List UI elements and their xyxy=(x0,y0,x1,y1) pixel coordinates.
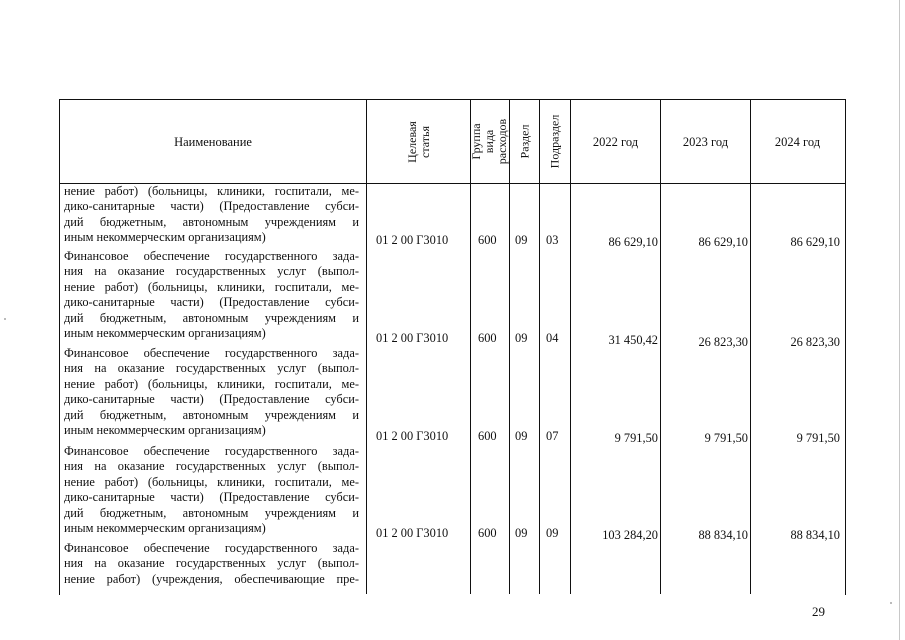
row-value-2023: 9 791,50 xyxy=(704,431,748,445)
scan-artifact xyxy=(4,318,6,320)
row-value-2023: 86 629,10 xyxy=(698,235,748,249)
table-row-name: Финансовое обеспечение государственного зада- ния на оказание государственных услуг (выпол- нение работ) (учреждения, обеспечивающие пре- xyxy=(64,541,359,586)
header-2023: 2023 год xyxy=(682,134,729,149)
header-subsection: Подраздел xyxy=(547,114,562,169)
page-number: 29 xyxy=(812,604,825,619)
header-2024: 2024 год xyxy=(774,134,821,149)
table-row-name: нение работ) (больницы, клиники, госпитали, ме- дико-санитарные части) (Предоставление субси- дий бюджетным, автономным учреждениям и иным некоммерческим организациям) xyxy=(64,184,359,245)
row-group: 600 xyxy=(478,526,497,540)
row-code: 01 2 00 Г3010 xyxy=(376,233,449,247)
header-expense-group: Группа вида расходов xyxy=(469,118,510,165)
row-value-2024: 88 834,10 xyxy=(790,528,840,542)
row-subsection: 09 xyxy=(546,526,559,540)
row-group: 600 xyxy=(478,429,497,443)
row-value-2023: 88 834,10 xyxy=(698,528,748,542)
row-value-2024: 26 823,30 xyxy=(790,335,840,349)
header-target-article: Целевая статья xyxy=(404,120,432,163)
row-code: 01 2 00 Г3010 xyxy=(376,331,449,345)
row-group: 600 xyxy=(478,331,497,345)
header-section: Раздел xyxy=(517,124,532,159)
row-value-2022: 9 791,50 xyxy=(614,431,658,445)
header-2022: 2022 год xyxy=(592,134,639,149)
row-subsection: 07 xyxy=(546,429,559,443)
page-edge xyxy=(899,0,900,640)
scan-artifact xyxy=(890,602,892,604)
row-section: 09 xyxy=(515,429,528,443)
row-code: 01 2 00 Г3010 xyxy=(376,429,449,443)
table-row-name: Финансовое обеспечение государственного зада- ния на оказание государственных услуг (выпол- нение работ) (больницы, клиники, госпитали, ме- дико-санитарные части) (Предоставление субси- дий бюджетным, автономным учреждениям и иным некоммерческим организациям) xyxy=(64,346,359,438)
row-value-2022: 103 284,20 xyxy=(602,528,658,542)
row-value-2022: 86 629,10 xyxy=(608,235,658,249)
row-subsection: 03 xyxy=(546,233,559,247)
row-subsection: 04 xyxy=(546,331,559,345)
row-value-2024: 86 629,10 xyxy=(790,235,840,249)
table-row-name: Финансовое обеспечение государственного зада- ния на оказание государственных услуг (выпол- нение работ) (больницы, клиники, госпитали, ме- дико-санитарные части) (Предоставление субси- дий бюджетным, автономным учреждениям и иным некоммерческим организациям) xyxy=(64,249,359,341)
row-code: 01 2 00 Г3010 xyxy=(376,526,449,540)
row-section: 09 xyxy=(515,331,528,345)
table-row-name: Финансовое обеспечение государственного зада- ния на оказание государственных услуг (выпол- нение работ) (больницы, клиники, госпитали, ме- дико-санитарные части) (Предоставление субси- дий бюджетным, автономным учреждениям и иным некоммерческим организациям) xyxy=(64,444,359,536)
row-section: 09 xyxy=(515,233,528,247)
header-name: Наименование xyxy=(174,134,252,149)
row-section: 09 xyxy=(515,526,528,540)
row-value-2023: 26 823,30 xyxy=(698,335,748,349)
row-value-2024: 9 791,50 xyxy=(796,431,840,445)
row-value-2022: 31 450,42 xyxy=(608,333,658,347)
row-group: 600 xyxy=(478,233,497,247)
